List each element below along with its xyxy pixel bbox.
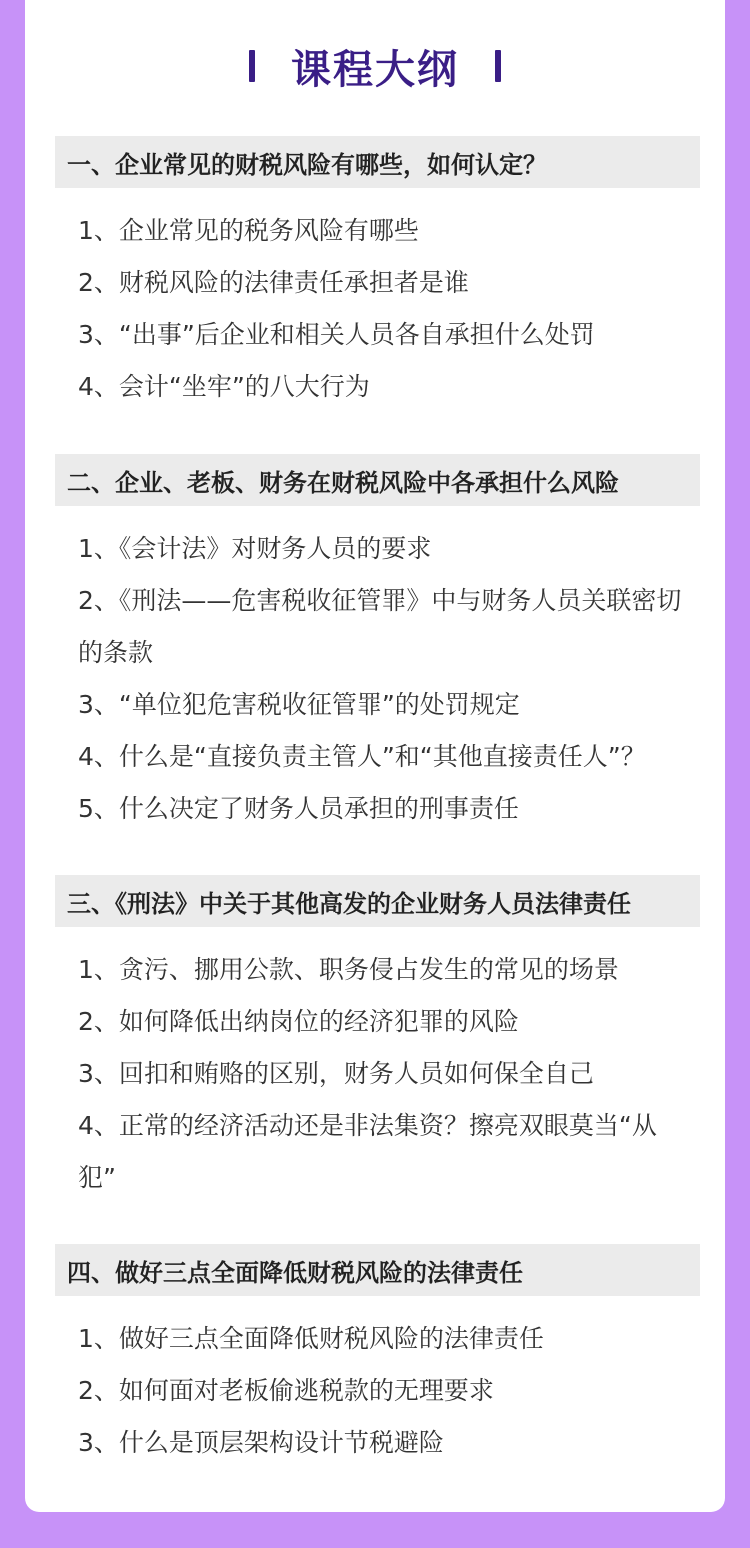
section-item-list: [55, 1313, 700, 1469]
list-item: 2、如何面对老板偷逃税款的无理要求: [78, 1376, 494, 1405]
section-item-list: [55, 523, 700, 835]
list-item: 3、什么是顶层架构设计节税避险: [78, 1428, 444, 1457]
title-right-bar: [495, 50, 501, 82]
list-item: 1、《会计法》对财务人员的要求: [78, 534, 432, 563]
list-item: 2、如何降低出纳岗位的经济犯罪的风险: [78, 1007, 519, 1036]
content-card: [25, 0, 725, 1512]
section-1: [55, 136, 700, 413]
list-item: 2、《刑法——危害税收征管罪》中与财务人员关联密切的条款: [78, 586, 682, 667]
title-left-bar: [249, 50, 255, 82]
section-header: 一、企业常见的财税风险有哪些，如何认定？: [55, 136, 700, 188]
list-item: 4、正常的经济活动还是非法集资？擦亮双眼莫当“从犯”: [78, 1111, 657, 1192]
list-item: 3、“出事”后企业和相关人员各自承担什么处罚: [78, 320, 595, 349]
list-item: 4、会计“坐牢”的八大行为: [78, 372, 370, 401]
list-item: 5、什么决定了财务人员承担的刑事责任: [78, 794, 519, 823]
section-item-list: [55, 944, 700, 1204]
page-title: 课程大纲: [291, 46, 459, 93]
section-item-list: [55, 205, 700, 413]
list-item: 1、企业常见的税务风险有哪些: [78, 216, 419, 245]
list-item: 3、“单位犯危害税收征管罪”的处罚规定: [78, 690, 520, 719]
list-item: 4、什么是“直接负责主管人”和“其他直接责任人”？: [78, 742, 646, 771]
list-item: 1、做好三点全面降低财税风险的法律责任: [78, 1324, 544, 1353]
section-header: 三、《刑法》中关于其他高发的企业财务人员法律责任: [55, 875, 700, 927]
section-header: 二、企业、老板、财务在财税风险中各承担什么风险: [55, 454, 700, 506]
list-item: 1、贪污、挪用公款、职务侵占发生的常见的场景: [78, 955, 619, 984]
section-4: [55, 1244, 700, 1469]
section-3: [55, 875, 700, 1204]
page-title-row: [25, 38, 725, 94]
section-header: 四、做好三点全面降低财税风险的法律责任: [55, 1244, 700, 1296]
list-item: 2、财税风险的法律责任承担者是谁: [78, 268, 469, 297]
section-2: [55, 454, 700, 835]
list-item: 3、回扣和贿赂的区别，财务人员如何保全自己: [78, 1059, 594, 1088]
